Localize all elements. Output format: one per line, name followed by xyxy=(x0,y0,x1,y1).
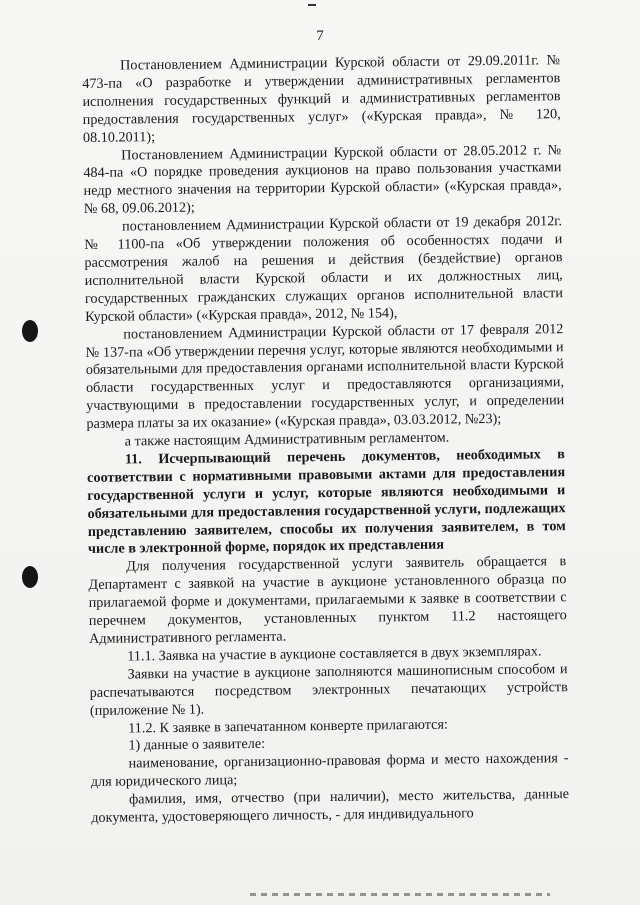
paragraph: а также настоящим Административным регламентом. xyxy=(124,429,450,450)
paragraph: 11.1. Заявка на участие в аукционе составляется в двух экземплярах. xyxy=(127,643,542,665)
paragraph: постановлением Администрации Курской области от 19 декабря 2012г. № 1100-па «Об утверждении положения об особенностях подачи и рассмотрения жалоб на решения и действия (бездействие) органов исполнительной власти Курской области и их должностных лиц, государственных гражданских служащих органов исполнительной власти Курской области» («Курская правда», 2012, № 154), xyxy=(84,213,564,325)
paragraph: 11.2. К заявке в запечатанном конверте прилагаются: xyxy=(128,716,448,737)
scan-mark xyxy=(308,4,316,6)
section-heading: 11. Исчерпывающий перечень документов, необходимых в соответствии с нормативными правовыми актами для предоставления государственной услуги и услуг, которые являются необходимыми и обязательными для предоставления государственной услуги, подлежащих представлению заявителем, способы их получения заявителем, в том числе в электронной форме, порядок их представления xyxy=(87,446,566,558)
paragraph: 1) данные о заявителе: xyxy=(128,736,266,754)
paragraph: постановлением Администрации Курской области от 17 февраля 2012 № 137-па «Об утверждении перечня услуг, которые являются необходимыми и обязательными для предоставления органами исполнительной власти Курской области государственных услуг и предоставляются организациями, участвующими в предоставлении государственных услуг, и определении размера платы за их оказание» («Курская правда», 03.03.2012, №23); xyxy=(85,320,565,433)
paragraph: Постановлением Администрации Курской области от 28.05.2012 г. № 484-па «О порядке проведения аукционов на право пользования участками недр местного значения на территории Курской области» («Курская правда», № 68, 09.06.2012); xyxy=(83,141,562,218)
paragraph: фамилия, имя, отчество (при наличии), место жительства, данные документа, удостоверяющего личность, - для индивидуального xyxy=(91,786,570,827)
page-number: 7 xyxy=(316,28,324,44)
binder-hole xyxy=(22,566,38,588)
paragraph: Для получения государственной услуги заявитель обращается в Департамент с заявкой на участие в аукционе установленного образца по прилагаемой форме и документами, прилагаемыми к заявке в соответствии с перечнем документов, установленных пунктом 11.2 настоящего Административного регламента. xyxy=(88,553,567,647)
paragraph: Заявки на участие в аукционе заполняются машинописным способом и распечатываются посредством электронных печатающих устройств (приложение № 1). xyxy=(89,660,568,719)
scan-artifact xyxy=(250,893,550,896)
paragraph: наименование, организационно-правовая форма и место нахождения - для юридического лица; xyxy=(90,750,569,791)
document-body xyxy=(82,52,569,828)
binder-hole xyxy=(22,320,38,342)
paragraph: Постановлением Администрации Курской области от 29.09.2011г. № 473-па «О разработке и утверждении административных регламентов исполнения государственных функций и административных регламентов предоставления государственных услуг» («Курская правда», № 120, 08.10.2011); xyxy=(82,52,561,146)
